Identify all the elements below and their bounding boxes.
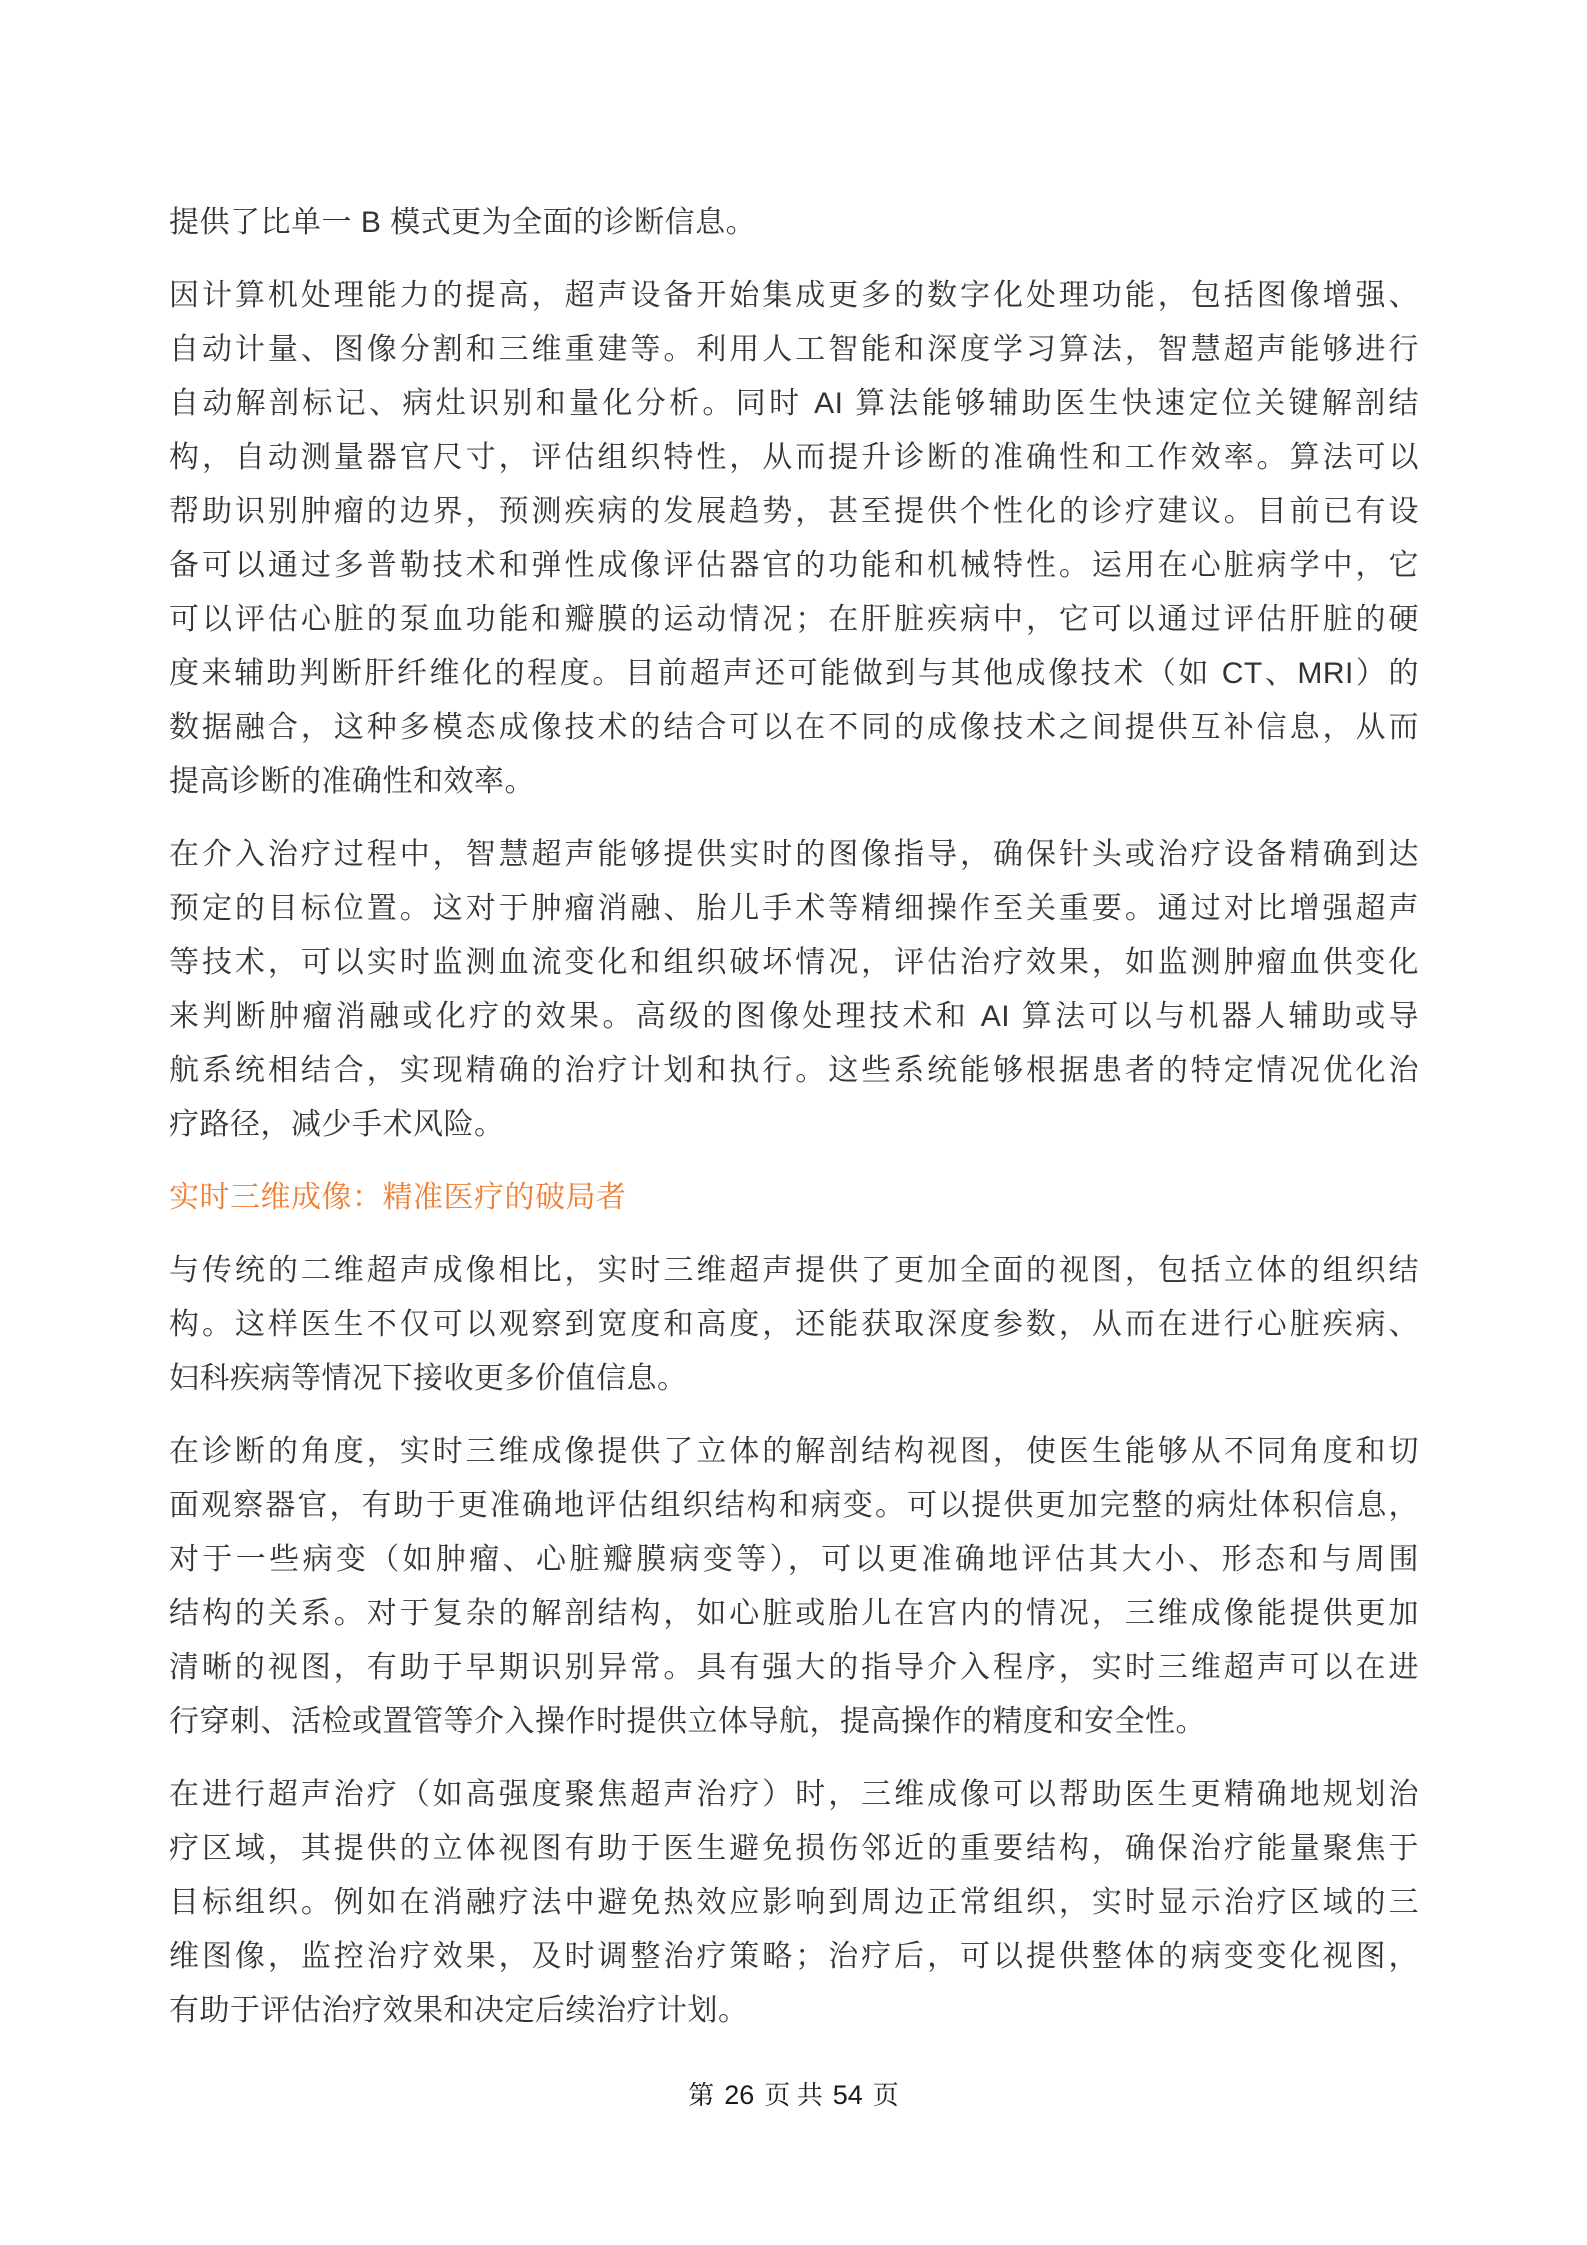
- footer-label-prefix: 第: [688, 2081, 715, 2110]
- paragraph: [169, 269, 1419, 809]
- text-line: 构，自动测量器官尺寸，评估组织特性，从而提升诊断的准确性和工作效率。算法可以: [169, 441, 1419, 474]
- text-line: 维图像，监控治疗效果，及时调整治疗策略；治疗后，可以提供整体的病变变化视图，: [169, 1940, 1419, 1973]
- footer-page-number: 26: [724, 2080, 755, 2110]
- text-line: 构。这样医生不仅可以观察到宽度和高度，还能获取深度参数，从而在进行心脏疾病、: [169, 1308, 1419, 1341]
- text-line: 目标组织。例如在消融疗法中避免热效应影响到周边正常组织，实时显示治疗区域的三: [169, 1886, 1419, 1919]
- paragraph: [169, 1425, 1419, 1749]
- paragraph: [169, 1244, 1419, 1406]
- paragraph: [169, 828, 1419, 1152]
- paragraph: [169, 196, 1419, 250]
- text-line: 清晰的视图，有助于早期识别异常。具有强大的指导介入程序，实时三维超声可以在进: [169, 1651, 1419, 1684]
- text-line: 备可以通过多普勒技术和弹性成像评估器官的功能和机械特性。运用在心脏病学中，它: [169, 549, 1419, 582]
- text-line: 妇科疾病等情况下接收更多价值信息。: [169, 1362, 688, 1395]
- text-line: 度来辅助判断肝纤维化的程度。目前超声还可能做到与其他成像技术（如 CT、MRI）的: [169, 657, 1419, 690]
- text-line: 疗路径，减少手术风险。: [169, 1108, 505, 1141]
- text-line: 在诊断的角度，实时三维成像提供了立体的解剖结构视图，使医生能够从不同角度和切: [169, 1435, 1419, 1468]
- text-line: 来判断肿瘤消融或化疗的效果。高级的图像处理技术和 AI 算法可以与机器人辅助或导: [169, 1000, 1419, 1033]
- text-line: 在进行超声治疗（如高强度聚焦超声治疗）时，三维成像可以帮助医生更精确地规划治: [169, 1778, 1419, 1811]
- text-line: 与传统的二维超声成像相比，实时三维超声提供了更加全面的视图，包括立体的组织结: [169, 1254, 1419, 1287]
- text-line: 疗区域，其提供的立体视图有助于医生避免损伤邻近的重要结构，确保治疗能量聚焦于: [169, 1832, 1419, 1865]
- footer-page-total: 54: [832, 2080, 863, 2110]
- footer-label-suffix: 页: [872, 2081, 899, 2110]
- text-line: 提供了比单一 B 模式更为全面的诊断信息。: [169, 206, 757, 239]
- text-line: 数据融合，这种多模态成像技术的结合可以在不同的成像技术之间提供互补信息，从而: [169, 711, 1419, 744]
- paragraph: [169, 1768, 1419, 2038]
- footer-label-middle: 页 共: [764, 2081, 823, 2110]
- page-footer: [0, 2078, 1587, 2113]
- text-line: 航系统相结合，实现精确的治疗计划和执行。这些系统能够根据患者的特定情况优化治: [169, 1054, 1419, 1087]
- text-line: 对于一些病变（如肿瘤、心脏瓣膜病变等），可以更准确地评估其大小、形态和与周围: [169, 1543, 1419, 1576]
- text-line: 行穿刺、活检或置管等介入操作时提供立体导航，提高操作的精度和安全性。: [169, 1705, 1206, 1738]
- text-line: 面观察器官，有助于更准确地评估组织结构和病变。可以提供更加完整的病灶体积信息，: [169, 1489, 1419, 1522]
- text-line: 有助于评估治疗效果和决定后续治疗计划。: [169, 1994, 749, 2027]
- text-line: 自动解剖标记、病灶识别和量化分析。同时 AI 算法能够辅助医生快速定位关键解剖结: [169, 387, 1419, 420]
- text-line: 结构的关系。对于复杂的解剖结构，如心脏或胎儿在宫内的情况，三维成像能提供更加: [169, 1597, 1419, 1630]
- text-line: 等技术，可以实时监测血流变化和组织破坏情况，评估治疗效果，如监测肿瘤血供变化: [169, 946, 1419, 979]
- section-heading: 实时三维成像：精准医疗的破局者: [169, 1181, 627, 1214]
- text-line: 帮助识别肿瘤的边界，预测疾病的发展趋势，甚至提供个性化的诊疗建议。目前已有设: [169, 495, 1419, 528]
- document-content: [169, 196, 1419, 2057]
- text-line: 可以评估心脏的泵血功能和瓣膜的运动情况；在肝脏疾病中，它可以通过评估肝脏的硬: [169, 603, 1419, 636]
- text-line: 自动计量、图像分割和三维重建等。利用人工智能和深度学习算法，智慧超声能够进行: [169, 333, 1419, 366]
- text-line: 因计算机处理能力的提高，超声设备开始集成更多的数字化处理功能，包括图像增强、: [169, 279, 1419, 312]
- text-line: 提高诊断的准确性和效率。: [169, 765, 535, 798]
- text-line: 预定的目标位置。这对于肿瘤消融、胎儿手术等精细操作至关重要。通过对比增强超声: [169, 892, 1419, 925]
- text-line: 在介入治疗过程中，智慧超声能够提供实时的图像指导，确保针头或治疗设备精确到达: [169, 838, 1419, 871]
